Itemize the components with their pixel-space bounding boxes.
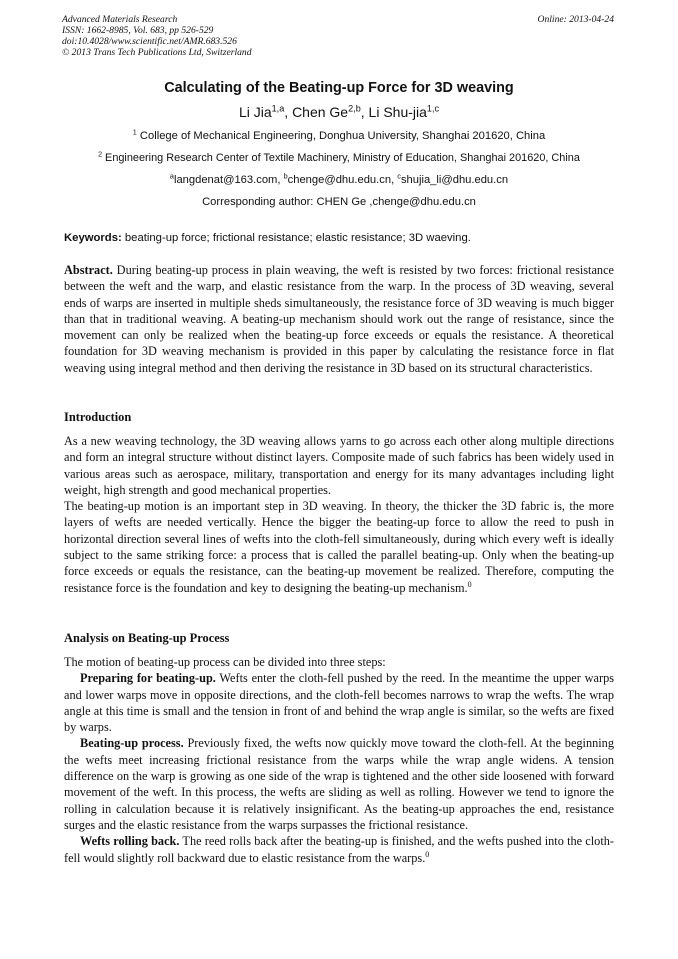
journal-copyright: © 2013 Trans Tech Publications Ltd, Switzerland: [62, 47, 252, 58]
section-heading-introduction: Introduction: [64, 410, 132, 424]
email-link[interactable]: langdenat@163.com,: [173, 174, 284, 186]
journal-issn: ISSN: 1662-8985, Vol. 683, pp 526-529: [62, 25, 214, 36]
journal-header: [62, 14, 614, 58]
keywords-label: Keywords:: [64, 232, 122, 244]
author-emails: $^a$langdenat@163.com, $^b$chenge@dhu.edu.cn, $^c$shujia_li@dhu.edu.cn: [169, 171, 509, 186]
author-name: Chen Ge: [292, 104, 349, 120]
affiliation-2: $^2$ Engineering Research Center of Textile Machinery, Ministry of Education, Shanghai 201620, China: [98, 150, 580, 164]
paper-title: Calculating of the Beating-up Force for 3D weaving: [164, 80, 514, 96]
author-affiliation-mark: 2,b: [348, 103, 361, 114]
analysis-body: [64, 654, 614, 866]
online-date: Online: 2013-04-24: [537, 14, 614, 25]
abstract: [64, 262, 614, 376]
step-paragraph: Preparing for beating-up. Wefts enter the cloth-fell pushed by the reed. In the meantime the upper warps and lower warps move in opposite directions, and the cloth-fell becomes narrows to wrap the wefts. The wrap angle at this time is small and the tension in front of and behind the wrap angle is similar, so the wefts are fixed by warps.: [64, 671, 614, 735]
email-link[interactable]: chenge@dhu.edu.cn,: [287, 174, 398, 186]
author-separator: ,: [360, 104, 369, 120]
section-heading-analysis: Analysis on Beating-up Process: [64, 631, 230, 645]
step-paragraph: Beating-up process. Previously fixed, the wefts now quickly move toward the cloth-fell. At the beginning the wefts meet increasing frictional resistance from the warps while the wrap angle widens. A tension difference on the warp is growing as one side of the wrap is tightened and the other side loosened with forward movement of the weft. In this process, the wefts are sliding as well as rolling. However we tend to ignore the rolling in calculation because it is relatively insignificant. As the beating-up approaches the end, resistance surges and the elastic resistance from the warps surpasses the frictional resistance.: [64, 736, 614, 832]
step-label: Preparing for beating-up.: [80, 671, 216, 686]
reference-mark: 0: [425, 849, 430, 859]
abstract-text: During beating-up process in plain weaving, the weft is resisted by two forces: frictional resistance between the weft and the warp, and elastic resistance from the warp. In the process of 3D weaving, several ends of warps are inserted in multiple sheds simultaneously, the resistance force of 3D weaving is much bigger than that in traditional weaving. A beating-up mechanism should work out the range of resistance, since the movement can only be realized when the beating-up force exceeds or equals the resistance. A theoretical foundation for 3D weaving mechanism is provided in this paper by calculating the resistance force in flat weaving using integral method and then deriving the resistance in 3D based on its structural characteristics.: [64, 263, 614, 375]
author-list: [0, 104, 678, 120]
reference-mark: 0: [467, 579, 472, 589]
paragraph: The beating-up motion is an important step in 3D weaving. In theory, the thicker the 3D fabric is, the more layers of wefts are needed vertically. Hence the bigger the beating-up force to allow the reed to push in horizontal direction several lines of wefts into the cloth-fell simultaneously, during which every weft is ideally subject to the same striking force: a process that is called the parallel beating-up. Only when the beating-up force exceeds or equals the resistance, can the beating-up movement be realized. Therefore, computing the resistance force is the foundation and key to designing the beating-up mechanism.$^0$: [64, 499, 614, 595]
paragraph: The motion of beating-up process can be divided into three steps:: [64, 655, 386, 669]
step-paragraph: Wefts rolling back. The reed rolls back after the beating-up is finished, and the wefts pushed into the cloth-fell would slightly roll backward due to elastic resistance from the warps.$^0$: [64, 834, 614, 865]
paragraph: As a new weaving technology, the 3D weaving allows yarns to go across each other along multiple directions and form an integral structure without distinct layers. Composite made of such fabrics has been widely used in various areas such as aerospace, military, transportation and energy for its many advantages including light weight, high strength and good mechanical properties.: [64, 434, 614, 497]
abstract-label: Abstract.: [64, 263, 113, 277]
email-link[interactable]: shujia_li@dhu.edu.cn: [400, 174, 509, 186]
author-separator: ,: [284, 104, 293, 120]
author-affiliation-mark: 1,c: [426, 103, 440, 114]
journal-doi: doi:10.4028/www.scientific.net/AMR.683.526: [62, 36, 237, 47]
keywords: [64, 232, 614, 244]
author-name: Li Shu-jia: [368, 104, 427, 120]
corresponding-author: Corresponding author: CHEN Ge ,chenge@dhu.edu.cn: [202, 196, 476, 208]
introduction-body: [64, 433, 614, 596]
author-name: Li Jia: [238, 104, 272, 120]
step-label: Wefts rolling back.: [80, 834, 180, 849]
affiliation-1: $^1$ College of Mechanical Engineering, Donghua University, Shanghai 201620, China: [132, 127, 546, 142]
author-affiliation-mark: 1,a: [271, 103, 285, 114]
step-label: Beating-up process.: [80, 736, 184, 751]
keywords-text: beating-up force; frictional resistance; elastic resistance; 3D waeving.: [121, 232, 471, 244]
journal-name: Advanced Materials Research: [62, 14, 178, 25]
